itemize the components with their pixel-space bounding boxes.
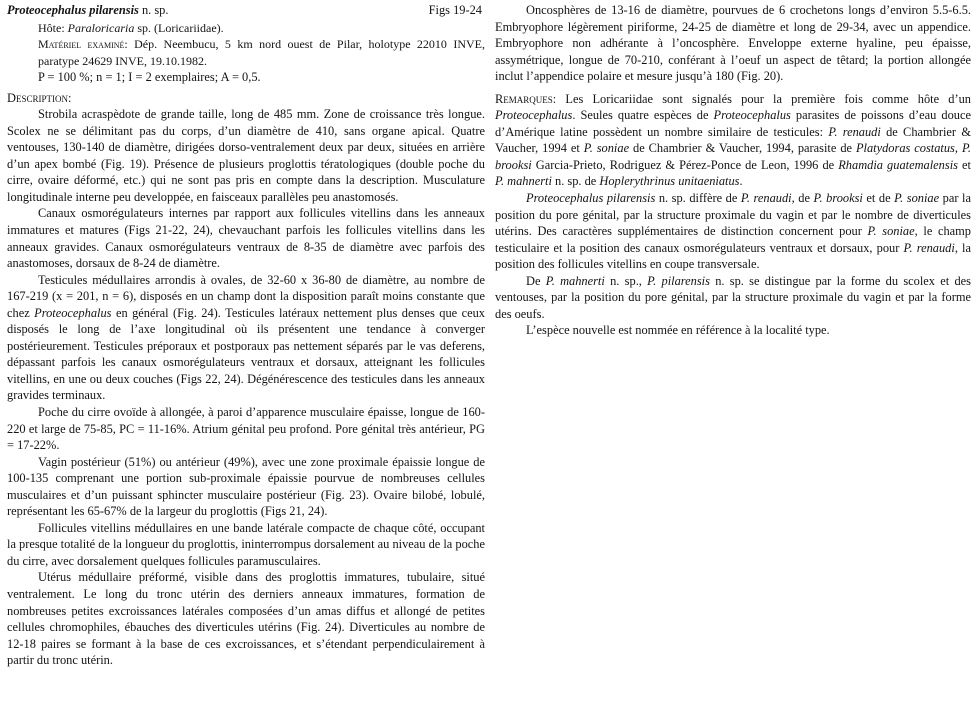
taxon-name: P. brooksi (495, 141, 972, 172)
taxon-name: P. renaudi (740, 191, 792, 206)
taxon-name: Proteocephalus pilarensis (526, 191, 656, 206)
remarks-text: , (954, 141, 962, 156)
comparison-paragraph (495, 190, 971, 273)
comparison-text: , le champ testiculaire et la position des canaux osmorégulateurs ventraux et dorsaux, pour (495, 224, 972, 255)
mahnerti-comparison-paragraph (495, 273, 971, 323)
taxon-name: P. renaudi (828, 124, 881, 139)
remarks-text: Garcia-Prieto, Rodriguez & Pérez-Ponce de Leon, 1996 de (531, 157, 839, 172)
comparison-text: , de (791, 191, 814, 206)
remarks-text: . Seules quatre espèces de (572, 108, 714, 123)
taxon-name: P. soniae (867, 224, 915, 239)
taxon-name: Rhamdia guatemalensis (838, 157, 958, 172)
description-paragraph-3 (7, 272, 485, 404)
remarks-text: : Les Loricariidae sont signalés pour la première fois comme hôte d’un (552, 91, 971, 106)
comparison-text: , la position des follicules vitellins en coupe transversale. (495, 240, 971, 272)
remarks-text: parasites de poissons d’eau douce d’Amérique latine possèdent un nombre similaire de testicules: (495, 108, 971, 139)
remarks-text: de Chambrier & Vaucher, 1994, parasite de (629, 141, 856, 156)
taxon-name: Platydoras costatus (855, 141, 955, 156)
figures-reference: Figs 19-24 (428, 3, 482, 17)
infection-parameters: P = 100 %; n = 1; I = 2 exemplaires; A = 0,5. (38, 70, 261, 85)
p3-text-a: Testicules médullaires arrondis à ovales, de 32-60 x 36-80 de diamètre, au nombre de 167-219 (x = 201, n = 6), disposés en un champ dont la disposition paraît moins constante que chez (7, 272, 485, 320)
comparison-text: n. sp. diffère de (655, 191, 741, 206)
remarks-text: . (739, 174, 743, 189)
taxon-name: P. mahnerti (545, 273, 605, 288)
taxon-name: P. pilarensis (647, 273, 710, 288)
description-paragraph-1: Strobila acraspèdote de grande taille, long de 485 mm. Zone de croissance très longue. Scolex ne se délimitant pas du corps, d’un diamètre de 410, sans organe apical. Quatre ventouses, 130-140 de diamètre, dirigées dorso-ventralement deux par deux, situées en arrière d’un apex bombé (Fig. 19). Présence de plusieurs proglottis tératologiques (double poche du cirre, ovaire déformé, etc.) qui ne sont pas pris en compte dans la description. Musculature longitudinale interne peu developpée, en faisceaux parallèles peu anastomosés. (7, 107, 485, 204)
host-label: Hôte: (38, 20, 68, 35)
species-title (7, 2, 168, 19)
oncosphere-paragraph: Oncosphères de 13-16 de diamètre, pourvues de 6 crochetons longs d’environ 5.5-6.5. Embryophore légèrement piriforme, 24-25 de diamètre et long de 29-34, avec un appendice. Embryophore non adhérante à l’oncosphère. Enveloppe externe hyaline, peu épaisse, assymétrique, longue de 70-210, conférant à l’oeuf un aspect de têtard; la portion allongée inclut l’appendice polaire et mesure jusqu’à 180 (Fig. 20). (495, 3, 971, 84)
material-examined (7, 36, 485, 69)
taxon-name: Hoplerythrinus unitaeniatus (599, 174, 740, 189)
remarks-label: Remarques (495, 91, 553, 106)
remarks-text: de Chambrier & Vaucher, 1994 et (495, 124, 971, 156)
description-paragraph-2: Canaux osmorégulateurs internes par rapport aux follicules vitellins dans les anneaux immatures et matures (Figs 21-22, 24), chevauchant parfois les follicules vitellins dans les anneaux gravides. Canaux osmorégulateurs ventraux de 8-35 de diamètre avec parfois des anastomoses, dorsaux de 8-24 de diamètre. (7, 206, 485, 271)
comparison-text: n. sp. se distingue par la forme du scolex et des ventouses, par la position du pore génital, par la structure proximale du vagin et par la forme des oeufs. (495, 273, 971, 321)
taxon-name: P. brooksi (813, 191, 863, 206)
material-label: Matériel examiné (38, 37, 125, 52)
species-suffix: n. sp. (141, 3, 169, 17)
right-column (495, 2, 971, 339)
taxon-name: P. soniae (583, 141, 630, 156)
species-name: Proteocephalus pilarensis (7, 3, 139, 17)
remarks-text: et (957, 157, 971, 172)
description-paragraph-6: Follicules vitellins médullaires en une bande latérale compacte de chaque côté, occupant la presque totalité de la longueur du proglottis, ininterrompus dorsalement au niveau de la poche du cirre, avec dorsalement quelques follicules paramusculaires. (7, 520, 485, 568)
remarks-text: n. sp. de (551, 174, 600, 189)
host-rest: sp. (Loricariidae). (134, 20, 224, 35)
taxon-name: P. mahnerti (495, 174, 552, 189)
comparison-text: et de (862, 191, 895, 206)
host-genus: Paraloricaria (67, 20, 135, 35)
left-column (7, 2, 485, 669)
description-paragraph-7: Utérus médullaire préformé, visible dans des proglottis immatures, tubulaire, situé ventralement. Le long du tronc utérin des derniers anneaux immatures, formation de nombreuses petites excroissances latérales composées d’un amas diffus et allongé de petites cellules chromophiles, ébauches des diverticules utérins (Fig. 24). Diverticules au nombre de 12-18 paires se formant à la base de ces excroissances, et s’étendant perpendiculairement à partir du tronc utérin. (7, 570, 485, 668)
taxon-name: P. renaudi (903, 240, 955, 255)
taxon-name: Proteocephalus (713, 108, 791, 123)
comparison-text: par la position du pore génital, par la structure proximale du vagin et par le nombre de diverticules utérins. Des caractères supplémentaires de distinction concernent pour (495, 191, 971, 239)
etymology-paragraph: L’espèce nouvelle est nommée en référence à la localité type. (526, 323, 830, 338)
description-paragraph-4: Poche du cirre ovoïde à allongée, à paroi d’apparence musculaire épaisse, longue de 160-220 et large de 75-85, PC = 11-16%. Atrium génital peu profond. Pore génital très antérieur, PG = 17-22%. (7, 404, 485, 453)
comparison-text: n. sp., (604, 273, 648, 288)
material-text: : Dép. Neembucu, 5 km nord ouest de Pilar, holotype 22010 INVE, paratype 24629 INVE, 19.10.1982. (38, 37, 485, 68)
remarks-paragraph (495, 91, 971, 190)
description-heading: Description: (7, 90, 72, 105)
p3-genus: Proteocephalus (34, 305, 112, 320)
taxon-name: Proteocephalus (495, 108, 573, 123)
species-header (7, 2, 485, 19)
taxon-name: P. soniae (894, 191, 940, 206)
p3-text-b: en général (Fig. 24). Testicules latéraux nettement plus denses que ceux disposés le long de l’axe longitudinal où ils présentent une tendance à converger postérieurement. Testicules préporaux et postporaux pas nettement séparés par le vas deferens, dépassant parfois les canaux osmorégulateurs ventraux et dorsaux, atteignant les follicules vitellins, en une ou deux couches (Figs 22, 24). Dégénérescence des testicules dans les anneaux gravides terminaux. (7, 305, 486, 403)
host-line (7, 20, 485, 37)
comparison-text: De (526, 273, 546, 288)
description-paragraph-5: Vagin postérieur (51%) ou antérieur (49%), avec une zone proximale épaissie longue de 100-135 comprenant une portion sub-proximale épaissie pourvue de nombreuses cellules musculaires et d’un puissant sphincter musculaire postérieur (Fig. 23). Ovaire bilobé, lobulé, représentant les 65-67% de la largeur du proglottis (Figs 21, 24). (7, 454, 485, 519)
